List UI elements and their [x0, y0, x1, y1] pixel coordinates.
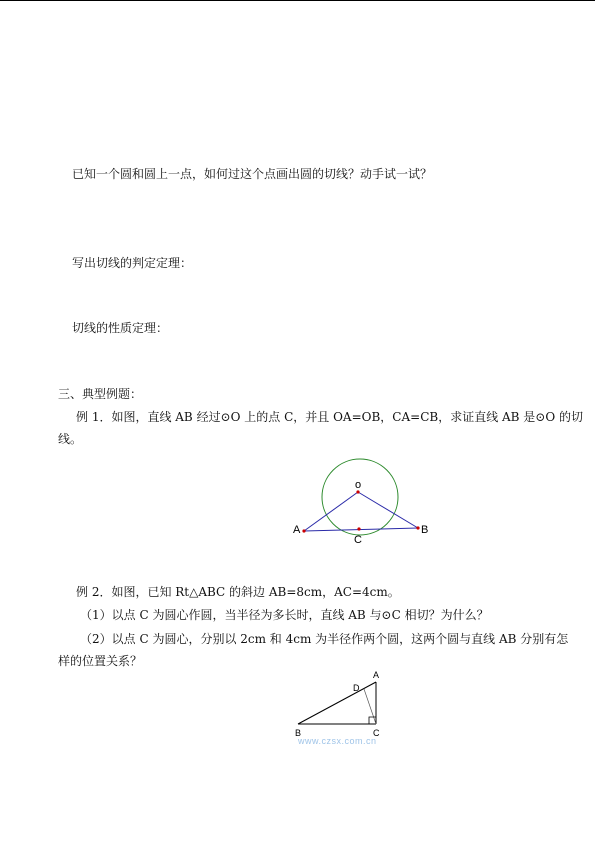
point-b — [416, 526, 419, 529]
label-o: o — [355, 479, 362, 491]
example1-line2: 线。 — [58, 432, 83, 446]
label-a: A — [373, 670, 380, 680]
example2-line1: 例 2．如图，已知 Rt△ABC 的斜边 AB=8cm，AC=4cm。 — [76, 585, 400, 599]
circle-o — [322, 459, 398, 535]
example2-q2-line2: 样的位置关系？ — [58, 654, 143, 668]
example2-q1: （1）以点 C 为圆心作圆，当半径为多长时，直线 AB 与⊙C 相切？为什么？ — [80, 608, 489, 622]
example2-figure — [285, 665, 395, 743]
label-c: C — [373, 728, 380, 738]
header-rule — [0, 0, 595, 1]
label-c: C — [354, 534, 362, 546]
question-draw-tangent: 已知一个圆和圆上一点，如何过这个点画出圆的切线？动手试一试？ — [72, 167, 433, 181]
example1-figure — [280, 450, 440, 550]
altitude-cd — [364, 689, 376, 724]
segment-oa — [304, 492, 358, 531]
example2-q2-line1: （2）以点 C 为圆心，分别以 2cm 和 4cm 为半径作两个圆，这两个圆与直线 AB 分别有怎 — [80, 632, 569, 646]
label-d: D — [353, 683, 360, 693]
section-heading: 三、典型例题： — [58, 387, 143, 401]
point-c — [357, 527, 360, 530]
label-b: B — [295, 728, 302, 738]
question-tangent-criterion: 写出切线的判定定理： — [72, 256, 193, 270]
watermark: www.czsx.com.cn — [298, 736, 377, 746]
point-a — [302, 529, 305, 532]
line-ab — [304, 528, 418, 531]
question-tangent-property: 切线的性质定理： — [72, 321, 169, 335]
label-b: B — [421, 524, 429, 536]
hypotenuse-ab — [298, 682, 376, 724]
label-a: A — [293, 524, 301, 536]
example1-line1: 例 1．如图，直线 AB 经过⊙O 上的点 C，并且 OA=OB，CA=CB，求证直线 AB 是⊙O 的切 — [76, 410, 584, 424]
